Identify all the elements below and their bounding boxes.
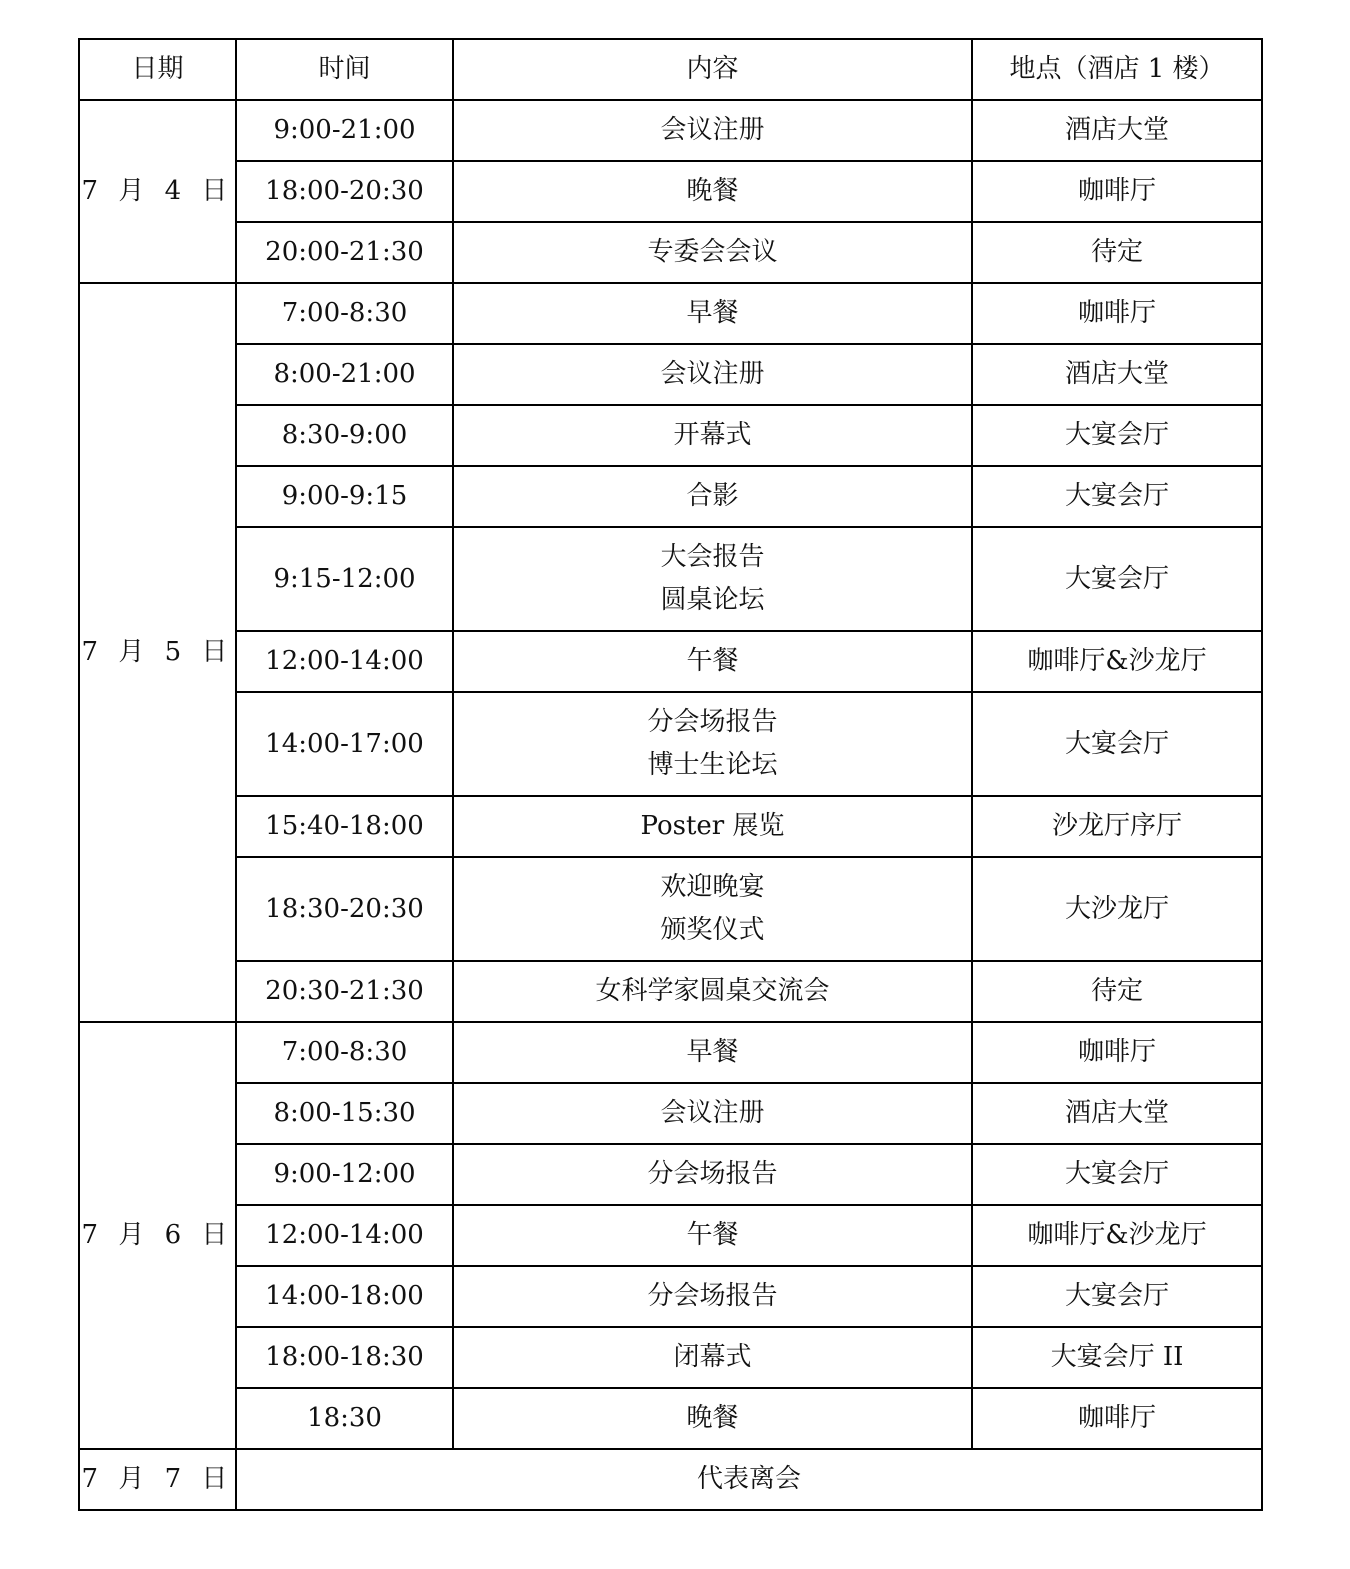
content-cell [453, 1083, 972, 1144]
time-cell: 14:00-18:00 [236, 1266, 453, 1327]
content-cell [453, 161, 972, 222]
header-content: 内容 [453, 39, 972, 100]
table-row [79, 1388, 1262, 1449]
content-cell [453, 796, 972, 857]
place-cell: 咖啡厅 [972, 1388, 1262, 1449]
header-row [79, 39, 1262, 100]
departure-cell: 代表离会 [236, 1449, 1262, 1510]
table-row [79, 161, 1262, 222]
content-cell [453, 1022, 972, 1083]
table-row [79, 100, 1262, 161]
content-cell [453, 405, 972, 466]
content-cell [453, 692, 972, 796]
table-row [79, 796, 1262, 857]
content-line: 午餐 [686, 1220, 739, 1250]
place-cell: 待定 [972, 222, 1262, 283]
date-cell: 7 月 6 日 [79, 1022, 236, 1449]
content-line: 晚餐 [686, 176, 739, 206]
content-line: 专委会会议 [647, 237, 778, 267]
table-row [79, 1327, 1262, 1388]
content-line: 欢迎晚宴 [660, 872, 765, 902]
date-cell: 7 月 5 日 [79, 283, 236, 1022]
content-line: 开幕式 [673, 420, 752, 450]
table-row [79, 466, 1262, 527]
time-cell: 12:00-14:00 [236, 1205, 453, 1266]
time-cell: 9:00-12:00 [236, 1144, 453, 1205]
time-cell: 9:15-12:00 [236, 527, 453, 631]
place-cell: 酒店大堂 [972, 100, 1262, 161]
content-line: 午餐 [686, 646, 739, 676]
time-cell: 18:00-18:30 [236, 1327, 453, 1388]
time-cell: 9:00-9:15 [236, 466, 453, 527]
content-line: 博士生论坛 [647, 750, 778, 780]
place-cell: 大宴会厅 II [972, 1327, 1262, 1388]
content-line: 合影 [686, 481, 739, 511]
content-cell [453, 527, 972, 631]
time-cell: 18:30 [236, 1388, 453, 1449]
content-cell [453, 222, 972, 283]
content-cell [453, 1327, 972, 1388]
table-row [79, 1083, 1262, 1144]
content-cell [453, 1266, 972, 1327]
content-line: 早餐 [686, 1037, 739, 1067]
table-row [79, 405, 1262, 466]
table-row [79, 222, 1262, 283]
place-cell: 大宴会厅 [972, 1144, 1262, 1205]
content-line: 女科学家圆桌交流会 [595, 976, 830, 1006]
time-cell: 20:00-21:30 [236, 222, 453, 283]
content-line: 会议注册 [660, 1098, 765, 1128]
table-row [79, 692, 1262, 796]
time-cell: 8:00-21:00 [236, 344, 453, 405]
content-cell [453, 344, 972, 405]
table-row [79, 283, 1262, 344]
place-cell: 大沙龙厅 [972, 857, 1262, 961]
date-cell: 7 月 4 日 [79, 100, 236, 283]
content-cell [453, 1205, 972, 1266]
time-cell: 18:00-20:30 [236, 161, 453, 222]
place-cell: 咖啡厅&沙龙厅 [972, 631, 1262, 692]
content-line: 早餐 [686, 298, 739, 328]
place-cell: 大宴会厅 [972, 527, 1262, 631]
table-row [79, 631, 1262, 692]
time-cell: 20:30-21:30 [236, 961, 453, 1022]
table-row [79, 1266, 1262, 1327]
content-line: 大会报告 [660, 542, 765, 572]
table-row [79, 527, 1262, 631]
table-row [79, 1022, 1262, 1083]
content-cell [453, 283, 972, 344]
time-cell: 18:30-20:30 [236, 857, 453, 961]
place-cell: 待定 [972, 961, 1262, 1022]
table-row [79, 1449, 1262, 1510]
time-cell: 15:40-18:00 [236, 796, 453, 857]
place-cell: 酒店大堂 [972, 1083, 1262, 1144]
content-cell [453, 100, 972, 161]
time-cell: 9:00-21:00 [236, 100, 453, 161]
content-cell [453, 631, 972, 692]
content-line: 晚餐 [686, 1403, 739, 1433]
place-cell: 大宴会厅 [972, 1266, 1262, 1327]
schedule-table [78, 38, 1263, 1511]
table-row [79, 961, 1262, 1022]
place-cell: 咖啡厅 [972, 283, 1262, 344]
content-cell [453, 1388, 972, 1449]
content-line: 闭幕式 [673, 1342, 752, 1372]
content-line: 分会场报告 [647, 707, 778, 737]
time-cell: 8:30-9:00 [236, 405, 453, 466]
time-cell: 14:00-17:00 [236, 692, 453, 796]
content-cell [453, 857, 972, 961]
content-line: 圆桌论坛 [660, 585, 765, 615]
table-row [79, 344, 1262, 405]
place-cell: 沙龙厅序厅 [972, 796, 1262, 857]
place-cell: 咖啡厅 [972, 161, 1262, 222]
place-cell: 大宴会厅 [972, 466, 1262, 527]
place-cell: 咖啡厅&沙龙厅 [972, 1205, 1262, 1266]
header-time: 时间 [236, 39, 453, 100]
content-line: 颁奖仪式 [660, 915, 765, 945]
header-place: 地点（酒店 1 楼） [972, 39, 1262, 100]
place-cell: 大宴会厅 [972, 692, 1262, 796]
content-cell [453, 961, 972, 1022]
time-cell: 7:00-8:30 [236, 1022, 453, 1083]
date-cell: 7 月 7 日 [79, 1449, 236, 1510]
table-row [79, 1144, 1262, 1205]
table-row [79, 857, 1262, 961]
place-cell: 咖啡厅 [972, 1022, 1262, 1083]
content-line: 会议注册 [660, 115, 765, 145]
content-line: 会议注册 [660, 359, 765, 389]
content-line: 分会场报告 [647, 1281, 778, 1311]
content-line: 分会场报告 [647, 1159, 778, 1189]
time-cell: 8:00-15:30 [236, 1083, 453, 1144]
content-line: Poster 展览 [640, 811, 785, 841]
time-cell: 12:00-14:00 [236, 631, 453, 692]
time-cell: 7:00-8:30 [236, 283, 453, 344]
header-date: 日期 [79, 39, 236, 100]
content-cell [453, 1144, 972, 1205]
place-cell: 酒店大堂 [972, 344, 1262, 405]
place-cell: 大宴会厅 [972, 405, 1262, 466]
content-cell [453, 466, 972, 527]
table-row [79, 1205, 1262, 1266]
